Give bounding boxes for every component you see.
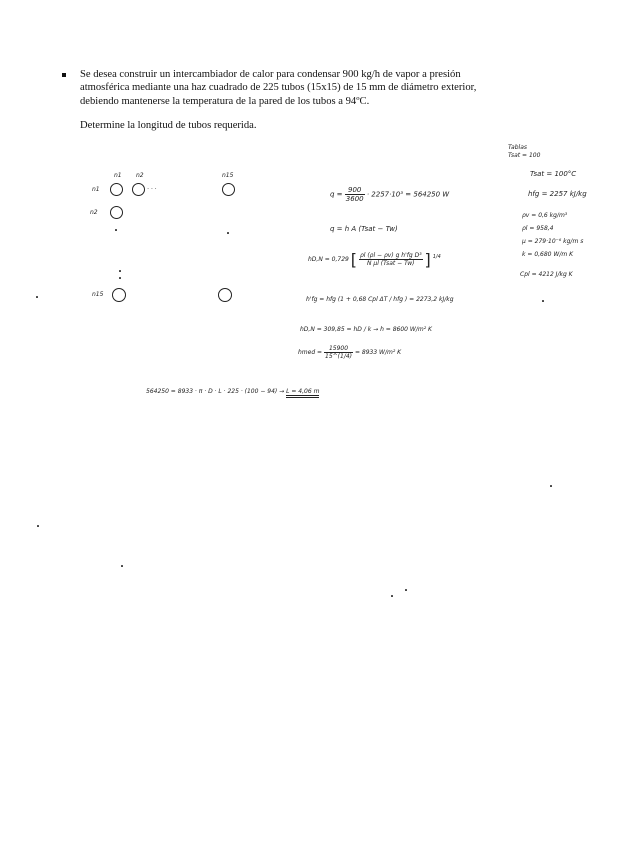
scan-speck (391, 595, 393, 597)
note-tsat: Tsat = 100°C (530, 170, 577, 178)
calc-heat-rate (330, 186, 449, 203)
problem-question: Determine la longitud de tubos requerida. (80, 120, 257, 131)
h-exponent: 1/4 (432, 254, 441, 260)
notes-subtitle: Tsat = 100 (508, 152, 541, 159)
calc-modified-latent-heat: h'fg = hfg (1 + 0,68 Cpl ΔT / hfg ) = 2273,2 kJ/kg (306, 296, 454, 303)
problem-statement (62, 68, 562, 108)
q-lhs: q = (330, 190, 343, 199)
hmed-denominator: 15^(1/4) (325, 353, 353, 360)
final-result: L = 4,06 m (286, 388, 319, 398)
scan-speck (550, 485, 552, 487)
row-label-n15: n15 (92, 291, 104, 298)
q-denominator: 3600 (345, 195, 364, 203)
q-numerator: 900 (345, 186, 365, 195)
hmed-numerator: 15900 (324, 345, 353, 353)
tube-circle (112, 288, 126, 302)
tube-circle (218, 288, 232, 302)
problem-line-1: Se desea construir un intercambiador de calor para condensar 900 kg/h de vapor a presión (80, 69, 461, 80)
note-k: k = 0,680 W/m K (522, 251, 574, 258)
hmed-lhs: hmed = (298, 349, 323, 356)
note-rho-v: ρv = 0,6 kg/m³ (522, 212, 568, 219)
scan-speck (37, 525, 39, 527)
hmed-fraction (324, 345, 353, 360)
dot-mark (119, 270, 121, 272)
dot-mark (115, 229, 117, 231)
row-label-n1: n1 (92, 186, 100, 193)
calc-newton-cooling: q = h A (Tsat − Tw) (330, 225, 398, 233)
tube-circle (110, 206, 123, 219)
tube-label-n2: n2 (136, 172, 144, 179)
nusselt-fraction (359, 252, 423, 267)
dot-mark (119, 277, 121, 279)
scan-speck (121, 565, 123, 567)
mass-flow-fraction (345, 186, 365, 203)
h-numerator: ρl (ρl − ρv) g h'fg D³ (359, 252, 422, 259)
problem-line-2: atmosférica mediante una haz cuadrado de 225 tubos (15x15) de 15 mm de diámetro exterior, (80, 82, 477, 94)
problem-line-3: debiendo mantenerse la temperatura de la pared de los tubos a 94ºC. (80, 95, 370, 107)
note-cp: Cpl = 4212 J/kg K (520, 271, 573, 278)
row-label-n2: n2 (90, 209, 98, 216)
calc-h-single: hD,N = 309,85 = hD / k → h = 8600 W/m² K (300, 326, 432, 333)
note-mu: μ = 279·10⁻⁶ kg/m s (522, 238, 584, 245)
scan-speck (542, 300, 544, 302)
final-equation: 564250 = 8933 · π · D · L · 225 · (100 − 94) → (146, 388, 285, 395)
tube-circle (222, 183, 235, 196)
note-rho-l: ρl = 958,4 (522, 225, 554, 232)
scan-speck (405, 589, 407, 591)
tube-circle (132, 183, 145, 196)
notes-title: Tablas (508, 144, 527, 151)
tube-label-n15: n15 (222, 172, 234, 179)
note-hfg: hfg = 2257 kJ/kg (528, 190, 587, 198)
calc-final-balance (146, 388, 319, 398)
bracket-close: ] (424, 250, 431, 269)
h-denominator: N μl (Tsat − Tw) (367, 260, 415, 267)
calc-nusselt-formula (308, 250, 441, 269)
tube-label-n1: n1 (114, 172, 122, 179)
hmed-rhs: = 8933 W/m² K (354, 349, 402, 356)
bracket-open: [ (350, 250, 358, 269)
bullet-icon (62, 73, 66, 77)
h-lhs: hD,N = 0,729 (308, 256, 349, 263)
dot-mark (227, 232, 229, 234)
tube-row-dots: · · · (147, 186, 157, 193)
scan-speck (36, 296, 38, 298)
tube-circle (110, 183, 123, 196)
calc-h-mean (298, 345, 401, 360)
q-rhs: · 2257·10³ = 564250 W (366, 190, 450, 199)
